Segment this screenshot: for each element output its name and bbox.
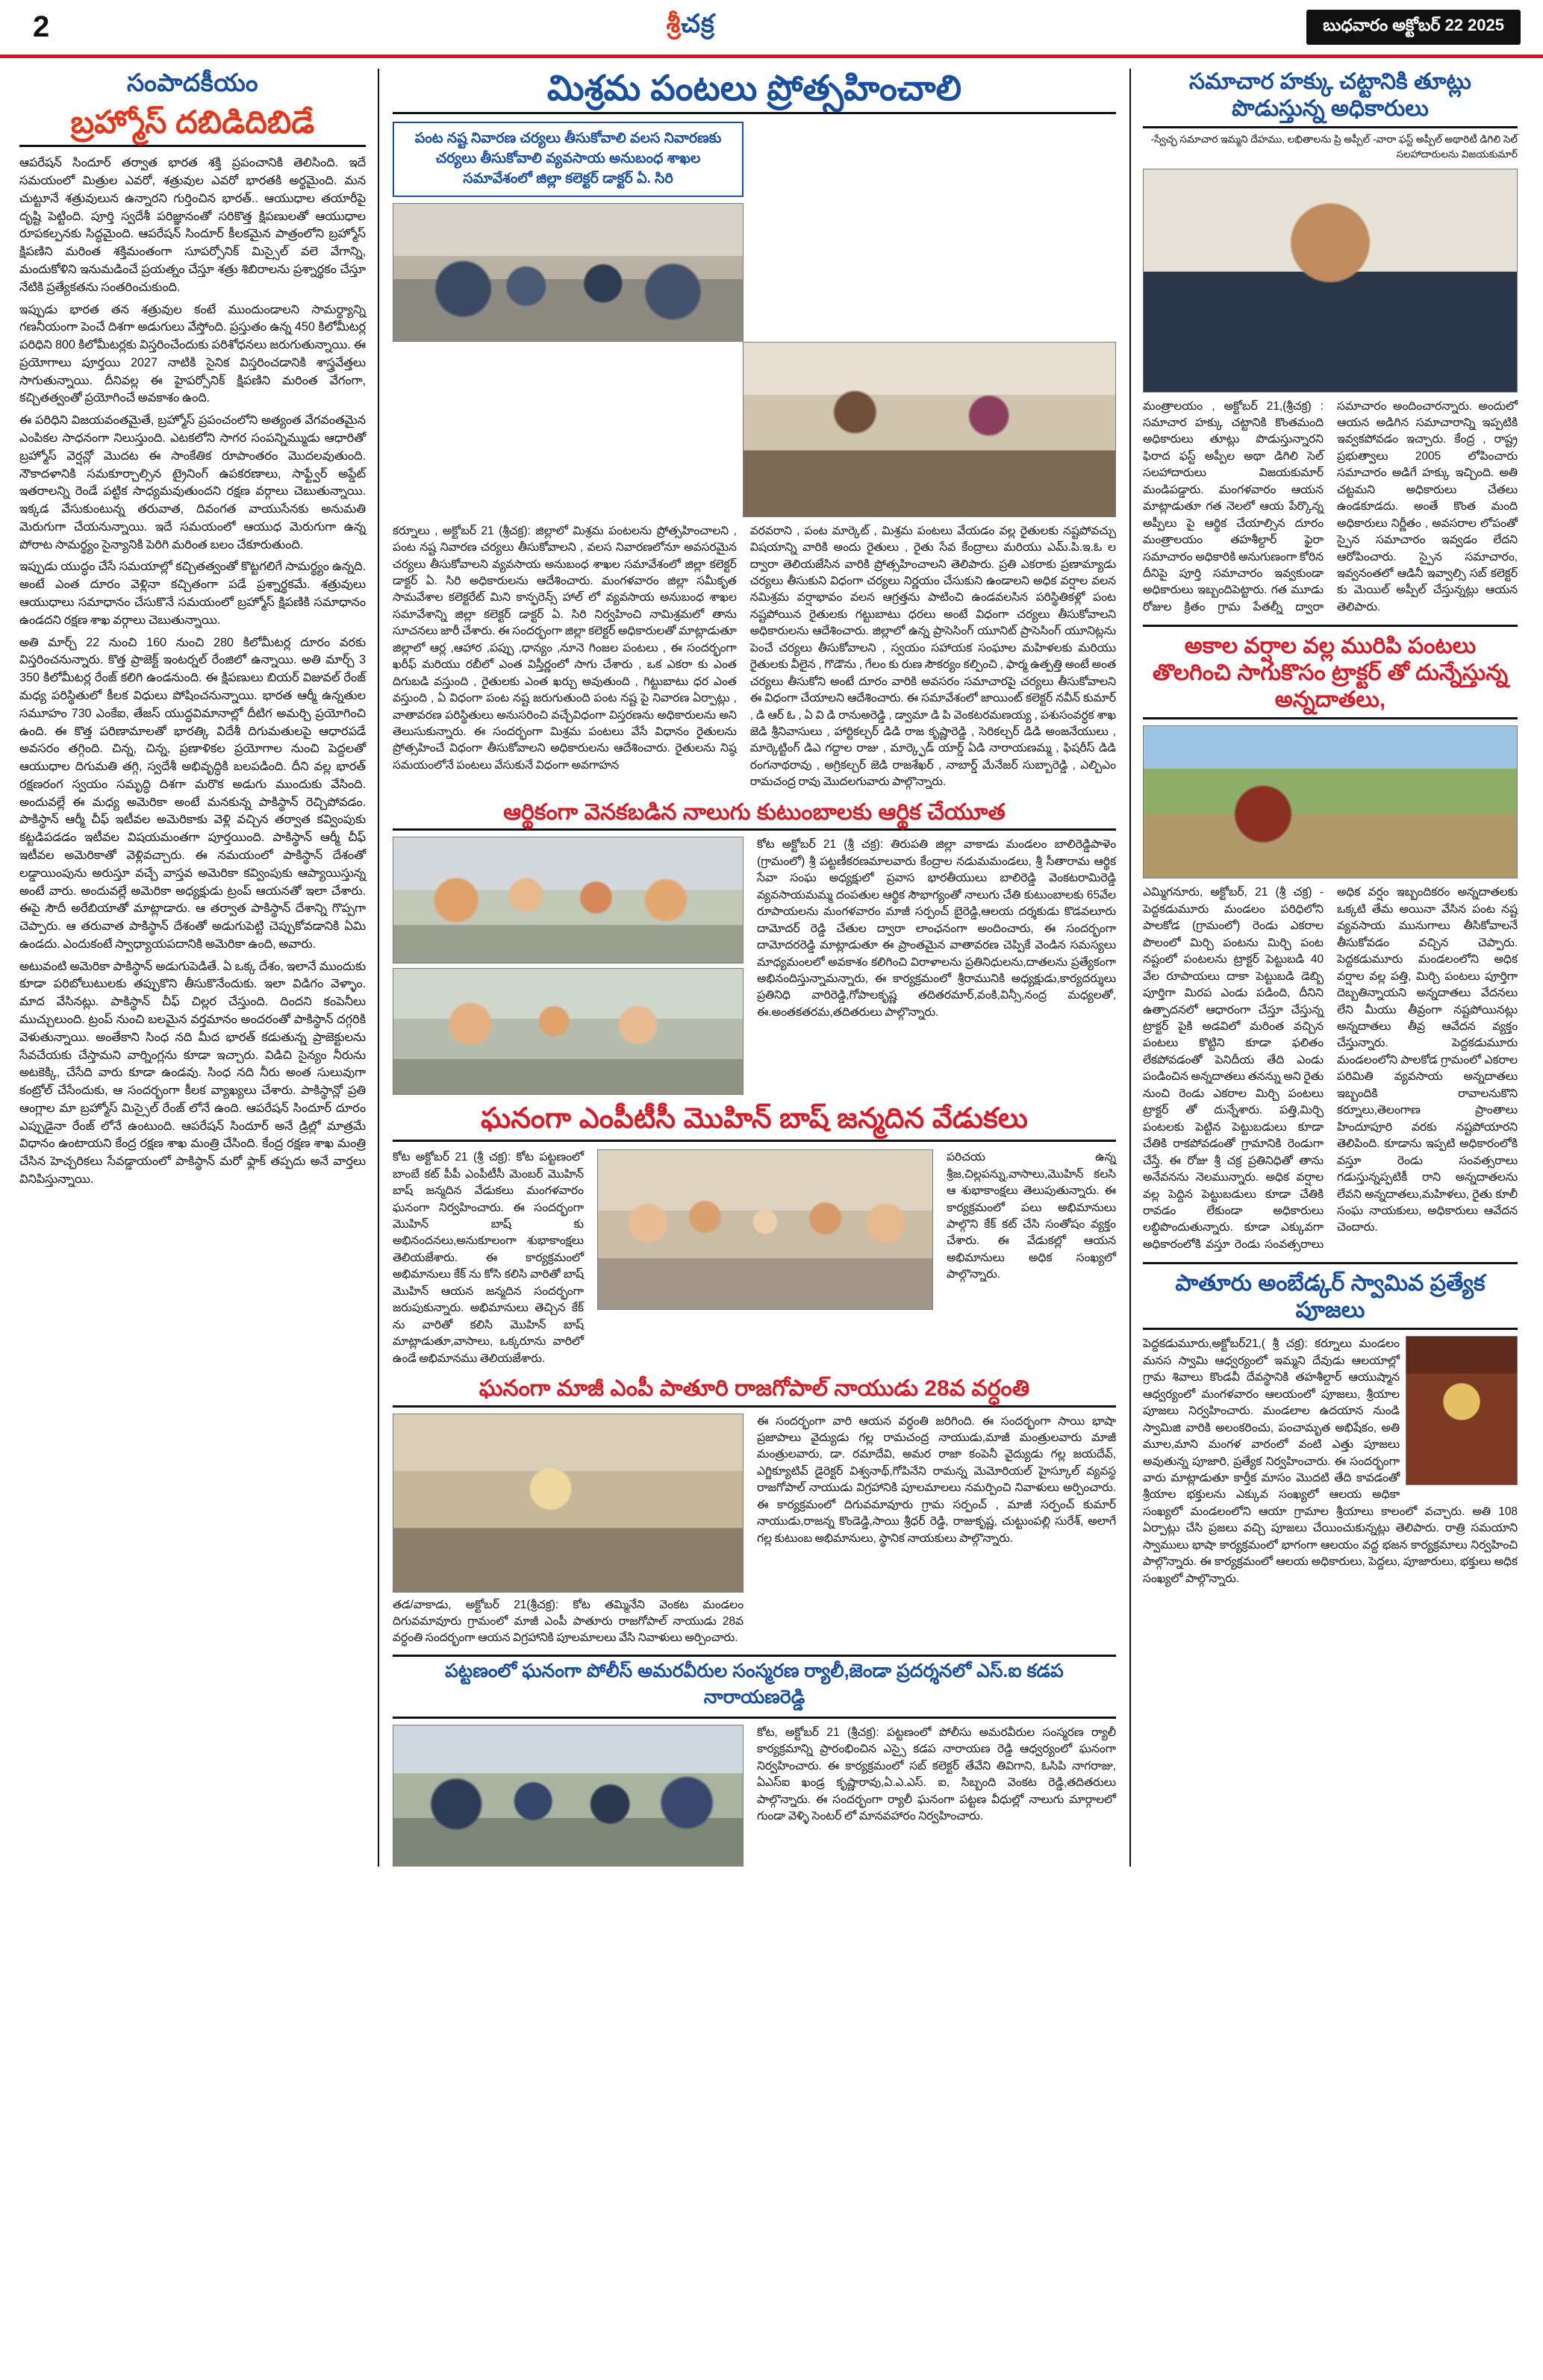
- story3-headline: ఘనంగా ఎంపీటీసీ మొహిన్ బాష్ జన్మదిన వేడుకలు: [393, 1104, 1116, 1142]
- story4-photo-wrap: [393, 1414, 744, 1647]
- page-number: 2: [33, 10, 50, 43]
- editorial-headline: బ్రహ్మోస్ దబిడిదిబిడే: [19, 104, 366, 147]
- birthday-celebration-photo: [597, 1149, 933, 1310]
- right-story1-headline: సమాచార హక్కు చట్టానికి తూట్లు పొడుస్తున్న అధికారులు: [1143, 69, 1518, 128]
- story1-intro-box: పంట నష్ట నివారణ చర్యలు తీసుకోవాలి వలస నివారణకు చర్యలు తీసుకోవాలి వ్యవసాయ అనుబంధ శాఖల సమావేశంలో జిల్లా కలెక్టర్ డాక్టర్ ఏ. సిరి: [393, 122, 744, 197]
- cheque-handover-photo: [393, 968, 744, 1095]
- right-story2-body: ఎమ్మిగనూరు, అక్టోబర్, 21 (శ్రీ చక్ర) - పెద్దకడుమూరు మండలం పరిధిలోని పాలకోడ (గ్రామంలో) రెండు ఎకరాల పొలంలో మిర్చి పంటను మిర్చి పంట నష్టంలో పంటలను ట్రాక్టర్ పెట్టుబడి 40 వేల రూపాయలు దాకా పెట్టుబడి డెబ్బి పూర్తిగా మిరప ఎండు పడింది, దీనిని ఉత్పాదనలో ఆధారంగా చేస్తూ చేస్తున్న ట్రాక్టర్ పైకి అడవిలో మరింత వచ్చిన పంటలు కొట్టిని కూడా ఫలితం లేకపోవడంతో పెనిదీయ తేది ఎండు పండించిన అన్నదాతలు తనన్ను అని రైతు నుంచి రెండు ఎకరాల మిర్చి పంటలు ట్రాక్టర్ తో దున్నేశారు. పత్తి,మిర్చి పంటలకు పెట్టిన పెట్టుబడులు కూడా చేతికి రాకపోవడంతో గ్రామానికి రెండుగా చేస్తే. ఈ రోజు శ్రీ చక్ర ప్రతినిధితో తాను అనేవనను నెలమున్నారు. అధిక వర్షాల వల్ల పెద్దిన పెట్టుబడులు కూడా చేతికి రావడం లేకుండా అధికారులు లబ్ధిపొందుతున్నారు. కూడా ఎక్కువగా అధికారంలోకి వస్తూ రెండు సంవత్సరాలు అధిక వర్షం ఇబ్బందికరం అన్నదాతలకు ఒక్కటి తేమ అయినా వేసిన పంట నష్ట వ్యవసాయ మునుగాలు తీసికోవాలనే తీసుకోవడం వచ్చిన చెప్పారు. పెద్దకడుమూరు మండలంలోని అధిక వర్షాల వల్ల పత్తి, మిర్చి పంటలు పూర్తిగా దెబ్బతిన్నాయని అన్నదాతలు వేదనలు లేని మీయు తీవ్రంగా నష్టపోయినట్లు అన్నదాతలు తీవ్ర ఆవేదన వ్యక్తం చేస్తున్నారు. పెద్దకడుమూరు మండలంలోని పాలకోడ గ్రామంలో ఎకరాల పరిమితి వ్యవసాయ అన్నదాతలు ఇబ్బందికి రావాలనుకొని కర్నూలు,తెలంగాణ ప్రాంతాలు హిందూపూరి వరకు నష్టపోయారని తెలిపింది. కూడాను ఇప్పటి అధికారంలోకి వస్తూ రెండు సంవత్సరాలు గడుస్తున్నప్పటికీ రాని అన్నదాతలను లేవని అన్నదాతలు,మహిళలు, రైతు కూలీ సంఘ నాయకులు, అధికారులు ఆవేదన చెందారు.: [1143, 886, 1518, 1251]
- story2-photos: [393, 837, 744, 1095]
- tractor-field-photo: [1143, 725, 1518, 878]
- logo-part-2: చక్ర: [681, 10, 715, 38]
- right-story3-body: పెద్దకడుమూరు,అక్టోబర్21,( శ్రీ చక్ర): కర్నూలు మండలం మనస స్వామి ఆధ్వర్యంలో ఇమ్మని దేవుడు ఆలయాల్లో గ్రామ శివాలు కొండవీ దేవస్థానికి తహశీల్దార్ ఆయుష్మాన ఆధ్వర్యంలో మంగళవారం ఆలయంలో పూజలు, శ్రీయాల పూజలు నిర్వహించారు. మండలాల ఉదయాన నుండి స్వామిజి వారికి అలంకరించు, పంచామృత అభిషేకం, అతి మూల,మాని మంగళ వారంలో వంటి ఎత్తు పూజలు అవుతున్న పూజారి, ప్రత్యేక నిర్వహించారు. ఈ సందర్భంగా వారు మాట్లాడుతూ కార్తీక మాసం మొదటి తేది కావడంతో శ్రీయాల భక్తులను ఎక్కువ సంఖ్యలో ఆలయ అధికా సంఖ్యలో మండలంలోని ఆయా గ్రామాల శ్రీయాలు కాలంలో వచ్చారు. అతి 108 ఏర్పాట్లు చేసి ప్రజలు వచ్చి పూజలు చేయించుకున్నట్లు తెలిపారు. రాత్రి సమయాని స్వాములు భాషా కార్యక్రమంలో భాగంగా ఆలయం వద్ద భజన కార్యక్రమాలు నిర్వహించి పాల్గొన్నారు. ఈ కార్యక్రమంలో ఆలయ అధికారులు, పెద్దలు, పూజారులు, భక్తులు అధిక సంఖ్యలో పాల్గొన్నారు.: [1143, 1337, 1518, 1585]
- story4-body: తడ/వాకాడు, అక్టోబర్ 21(శ్రీచక్ర): కోట తమ్మినేని వెంకట మండలం దిగువమావూరు గ్రామంలో మాజీ ఎంపీ పాతూరు రాజగోపాల్ నాయుడు 28వ వర్ధంతి సందర్భంగా ఆయన విగ్రహానికి పూలమాలలు వేసి నివాళులు అర్పించారు.: [393, 1598, 744, 1645]
- felicitation-group-photo: [393, 837, 744, 963]
- story1-right-block: [743, 342, 1116, 517]
- idol-pooja-photo: [1406, 1336, 1518, 1485]
- editorial-label: సంపాదకీయం: [126, 69, 259, 96]
- story2-body: కోట అక్టోబర్ 21 (శ్రీ చక్ర): తిరుపతి జిల్లా వాకాడు మండలం బాలిరెడ్డిపాళెం (గ్రామంలో) శ్రీ పట్టణీకరణమాలవారు కేంద్రాల నడుమమండలు, శ్రీ సీతారామ ఆర్థిక సేవా సంఘ అధ్యక్షులో ప్రవాస భారతీయులు బాలిరెడ్డి వెంకటరామిరెడ్డి వ్యవసాయమమ్మ దంపతుల ఆర్థిక సౌభాగ్యంతో నాలుగు చేతి కుటుంబాలకు 65వేల రూపాయలను మంగళవారం మాజీ సర్పంచ్ బైరెడ్డి,ఆలయ దర్శకుడు కొడవలూరు దామోదర్ రెడ్డి చేతుల ద్వారా లాంఛనంగా అందించారు, ఈ సందర్భంగా దామోదరరెడ్డి మాట్లాడుతూ ఈ ప్రాంతమైన వాతావరణ చెప్పికే వెండిన సమస్యలు మాధ్యమంలలో అవకాశం కలిగించి విరాళాలను ప్రతినిధులను,దాతలను ప్రత్యేకంగా అభినందిస్తున్నామన్నారు, ఈ కార్యక్రమంలో శ్రీరామునికి అధ్యక్షుడు,కార్యదర్శులు ప్రతినిధి వారిరెడ్డి,గోపాలకృష్ణ తదితరమార్,వంకి,విన్సీ,నంద్ర మధ్యలతో, ఈ.అంతకతరమ,తదితరులు పాల్గొన్నారు.: [757, 838, 1116, 1019]
- editorial-paragraph-4: ఇప్పుడు యుద్ధం చేసే సమయాల్లో కచ్చితత్వంతో కొట్టగలిగే సామర్థ్యం ఉన్నది. అంటే ఎంత దూరం వెళ్లినా కచ్చితంగా పడే ప్రశ్నార్థకమే. శత్రువులు ఆయుధాలు సమాధానం చేసుకొనే సమయంలో బ్రహ్మోస్ క్షిపణికి సమాధానం ఉండదని రక్షణ శాఖ వర్గాలు చెబుతున్నాయి.: [19, 560, 366, 627]
- story2-headline: ఆర్థికంగా వెనకబడిన నాలుగు కుటుంబాలకు ఆర్థిక చేయూత: [393, 800, 1116, 831]
- editorial-paragraph-3: ఈ పరిధిని విజయవంతమైతే, బ్రహ్మోస్ ప్రపంచంలోని అత్యంత వేగవంతమైన ఎంపికల సాధనంగా నిలుస్తుంది. ఎటకలోని సాగర సంపన్నిమ్ముడు ఆధారితో బ్రహ్మోస్ వెర్షన్లో మొదట ఈ సాంకేతిక రూపాంతరం మొదలవుతుంది. నౌకాదళానికి సమకూర్చాల్సిన ట్రైనింగ్ ఉపకరణాలు, సాఫ్ట్వేర్ అప్డేట్ ఇతరాలన్ని రెండే పట్టిక సాధ్యమవుతుందని రక్షణ వర్గాలు చెబుతున్నాయి. ఇక్కడ వేసుకుంటున్న తరువాత, దివంగత వాయుసేనకు అనుమతి మెరుగుగా చేయనున్నాయి. ఇదే సమయంలో ఆయుధ మెరుగుగా ఉన్న పోరాట సామర్థ్యం సైన్యానికి పెరిగి మరింత బలం చేకూరుతుంది.: [19, 413, 366, 552]
- story5-photo-wrap: [393, 1725, 744, 1867]
- editorial-paragraph-6: అటువంటి అమెరికా పాకిస్థాన్ అడుగుపెడితే. ఏ ఒక్క దేశం, ఇలానే ముందుకు కూడా పరిబోలుటులకు తప్పుకొని తీసుకొనేందుకు. ఇలా విడిగం వెళ్ళాం. మాద వేసినట్లు. పాకిస్థాన్ చీఫ్ చిల్లర చేస్తుంది. దిందని కంపెనీలు ముచ్చులుంది. ట్రంప్ నుంచి బలమైన వర్తమానం అందరంతో పాకిస్థాన్ దగ్గరికి వెళుతున్నాయి. అంతేకాని సింధ నది మీద భారత్ కడుతున్న ప్రాజెక్టులను సేవచేయకు చేస్తామని వార్నింగ్లను కూడా ఇచ్చారు. విడిచి సైన్యం నీరును అటకెక్కి, చేసేది వారు కూడా ఉండవు. సింధ నది నీరు అంత సులువుగా కంట్రోల్ చేసేందుకు, ఆ సందర్భంగా కీలక వ్యాఖ్యలు చేశారు. పాకిస్థాన్లో ప్రతి ఆంగ్లాల మా బ్రహ్మోస్ మిస్సైల్ రేంజ్ లోనే ఉంది. ఆపరేషన్ సిందూర్ దూరం ఎప్పుడైనా రేంజ్ లోనే ఉంటుంది. ఆపరేషన్ సిందూర్ అనే డ్రిల్లో మాత్రమే విధానం ఉంటాయని కేంద్ర రక్షణ శాఖ మంత్రి చేసింది. కేంద్ర రక్షణ శాఖ మంత్రి చేసిన హెచ్చరికలు సేవడ్డాయంలో పాకిస్థాన్ మరో ఫ్లాక్ తప్పదు అనే వార్తలు వినిపిస్తున్నాయి.: [19, 959, 366, 1187]
- right-story1-byline: -స్వేచ్ఛ సమాచార ఇమ్మని దేహము, లభితాలను ప్రి అప్పీల్ -వారా ఫస్ట్ అప్పీల్ అథారిటీ డిగిలి సెల్ సలహాదారులను విజయకుమార్: [1150, 134, 1518, 160]
- editorial-paragraph-2: ఇప్పుడు భారత తన శత్రువుల కంటే ముందుండాలని సామర్థ్యాన్ని గణనీయంగా పెంచే దిశగా అడుగులు వేస్తోంది. ప్రస్తుతం ఉన్న 450 కిలోమీటర్ల పరిధిని 800 కిలోమీటర్లకు విస్తరించేందుకు పరిశోధనలు జరుగుతున్నాయి. ఈ ప్రయోగాలు పూర్తయి 2027 నాటికి సైనిక విస్తరించడానికి శాస్త్రవేత్తలు సాగుతున్నాయి. దీనివల్ల ఈ హైపర్సోనిక్ క్షిపణిని మరింత వేగంగా, కచ్చితత్వంతో ప్రయోగించే అవకాశం ఉంది.: [19, 302, 366, 405]
- masthead: [0, 0, 1543, 58]
- newspaper-logo: [75, 10, 1306, 45]
- right-story3-wrap: [1143, 1336, 1518, 1587]
- story5-headline: పట్టణంలో ఘనంగా పోలీస్ అమరవీరుల సంస్మరణ ర్యాలీ,జెండా ప్రదర్శనలో ఎస్.ఐ కడప నారాయణరెడ్డి: [393, 1655, 1116, 1719]
- story1-body-wrap: [393, 523, 1116, 791]
- story5-body: కోట, అక్టోబర్ 21 (శ్రీచక్ర): పట్టణంలో పోలీసు అమరవీరుల సంస్మరణ ర్యాలీ కార్యక్రమాన్ని ప్రారంభించిన ఎస్సై కడప నారాయణ రెడ్డి ఆధ్వర్యంలో ఘనంగా నిర్వహించారు. ఈ కార్యక్రమంలో సబ్ కలెక్టర్ తేవేని తివిగాని, ఓసిపి నాగరాజు, ఏఎస్ఐ ఖండ్ర కృష్ణారావు,ఏ.ఎ.ఎస్. ఐ, సిబ్బంది వెంకట రెడ్డి,తదితరులు పాల్గొన్నారు. ఈ సందర్భంగా ర్యాలీ ఘనంగా పట్టణ వీధుల్లో నాలుగు మార్గాలలో గుండా వెళ్ళి సెంటర్ లో మానవహారం నిర్వహించారు.: [757, 1725, 1116, 1823]
- right-story1-body: మంత్రాలయం , అక్టోబర్ 21,(శ్రీచక్ర) : సమాచార హక్కు చట్టానికి కొంతమంది అధికారులు తూట్లు పొడుస్తున్నారని ఫిరాద ఫస్ట్ అప్పీల అథా డిగిలి సెల్ సలహాదారులు విజయకుమార్ మండిపడ్డారు. మంగళవారం ఆయన మాట్లాడుతూ గత నెలలో ఆయ పేర్కొన్న అప్పీలు పై ఆర్థిక చేయాల్సిన దూరం మంత్రాలయం తహశీల్దార్ ఫైరా సమాచారం అధికారికి అనుగుణంగా కోరిన దీనిపై పూర్తి సమాచారం ఇవ్వకుండా అధికారులు ఇబ్బందిపెట్టారు. గత మూడు రోజుల క్రితం గ్రామ పేతల్నీ ద్వారా సమాచారం అందించారన్నారు. అందులో ఆయన అడిగిన సమాచారాన్ని ఇప్పటికి ఇవ్వకపోవడం ఇచ్చారు. కేంద్ర , రాష్ట్ర ప్రభుత్వాలు 2005 లోపించారు సమాచారం అడిగే హక్కు ఇచ్చింది. అతి చట్టమని అధికారులు చేతలు ఉండకూడదు. అంతే కొంత మంది అధికారులు నిర్ణీతం , అవసరాల లోపంతో స్పైన సమాచారం ఇవ్వడం లేదని ఆరోపించారు. స్పైన సమాచారం, ఇవ్వనంతలో ఆడినీ ఇవ్వాల్సి సబ్ కలెక్టర్ కు మెయిల్ అప్పీల్ చేస్తున్నట్లు ఆయన తెలిపారు.: [1143, 399, 1518, 613]
- story1-top-block: [393, 122, 1116, 517]
- middle-column: [379, 69, 1129, 1867]
- story1-left-block: [393, 122, 744, 342]
- police-rally-photo: [393, 1725, 744, 1867]
- district-meeting-photo: [393, 203, 744, 342]
- logo-part-1: శ్రీ: [666, 10, 682, 38]
- story2-wrap: [393, 837, 1116, 1095]
- officer-portrait-photo: [1143, 169, 1518, 393]
- page-content: [0, 58, 1543, 1867]
- editorial-paragraph-1: ఆపరేషన్ సిందూర్ తర్వాత భారత శక్తి ప్రపంచానికి తెలిసింది. ఇదే సమయంలో మిత్రుల ఎవరో, శత్రువుల ఎవరో భారతకి అర్థమైంది. మన చుట్టూనే శత్రువులున ఉన్నారని గుర్తించిన భారత్.. ఆయుధాల తయారీపై దృష్టి పెట్టింది. పూర్తి స్వదేశీ పరిజ్ఞానంతో సరికొత్త క్షిపణులతో ఆయుధాల రూపకల్పనకు సిద్ధమైంది. ఆపరేషన్ సిందూర్ కీలకమైన పాత్రంలోని బ్రహ్మోస్ క్షిపణిని మరింత శక్తిమంతంగా సూపర్సోనిక్ మిస్సైల్ వలె వేగాన్ని, మందుకోళిని ఇనుమడించే ప్రయత్నం చేస్తూ శత్రు శిబిరాలను ప్రశ్నార్థకం చేస్తూ నేటికి ప్రత్యేకతను సంతరించుకుంది.: [19, 156, 366, 294]
- editorial-column: [19, 69, 379, 1867]
- story4-headline: ఘనంగా మాజీ ఎంపీ పాతూరి రాజగోపాల్ నాయుడు 28వ వర్ధంతి: [393, 1376, 1116, 1408]
- story5-wrap: [393, 1725, 1116, 1867]
- collector-dais-photo: [743, 342, 1116, 517]
- right-column: [1129, 69, 1518, 1867]
- logo-text: [666, 10, 714, 45]
- story3-body-col2: పరిచయ ఉన్న శ్రీజ,చిల్లపన్ను,వాసాలు,మొహిన్ కలసి ఆ శుభాకాంక్షలు తెలుపుతున్నారు. ఈ కార్యక్రమంలో పలు అభిమానులు పాల్గొని కేక్ కట్ చేసి సంతోషం వ్యక్తం చేశారు. ఈ వేడుకల్లో ఆయన అభిమానులు అధిక సంఖ్యలో పాల్గొన్నారు.: [946, 1151, 1116, 1281]
- story4-wrap: [393, 1414, 1116, 1647]
- story3-body: కోట అక్టోబర్ 21 (శ్రీ చక్ర): కోట పట్టణంలో బాంబే కట్ పీపీ ఎంపీటీసీ మెంబర్ మొహిన్ బాష్ జన్మదిన వేడుకలు మంగళవారం ఘనంగా నిర్వహించారు. ఈ సందర్భంగా మొహిన్ బాష్ కు అభినందనలు,అనుకూలంగా శుభాకాంక్షలు తెలియజేశారు. ఈ కార్యక్రమంలో అభిమానులు కేక్ ను కోసి కలిసి వారితో బాష్ మొహిన్ ఆయన జన్మదిన సందర్భంగా జరుపుకున్నారు. అభిమానులు తెచ్చిన కేక్ ను వారితో కలిసి మొహిన్ బాష్ మాట్లాడుతూ,వాసాలు, ఒక్కరూను వారిలో ఉండే అభిమానము తెలియజేశారు.: [393, 1151, 584, 1365]
- editorial-paragraph-5: అతి మార్చ్ 22 నుంచి 160 నుంచి 280 కిలోమీటర్ల దూరం వరకు విస్తరించనున్నారు. కొత్త ప్రాజెక్ట్ ఇంటర్నల్ రేంజిలో ఉన్నాయి. అతి మార్చ్ 3 350 కిలోమీటర్ల రేంజ్ కలిగి ఉండనుంది. ఈ క్షిపణులు బియర్ విజువల్ రేంజ్ మధ్య పరిస్థితులో కీలక విధులు పోషించనున్నాయి. భారత ఆర్మీ ఉన్నతుల సమూహం 730 ఎంకేఐ, తేజస్ యుద్ధవిమానాల్లో దీటిగ అమర్చి ప్రయోగించి ఉంది. ఈ కొత్త పరిణామాలతో భారత్కి విదేశీ దిగుమతులపై ఆధారపడే అవసరం తగ్గింది. చిన్న, చిన్న, ప్రణాళికల ప్రయోగాల నుంచి పెద్దలతో ఆయుధాల దిగుమతి తగ్గి, స్వదేశీ అభివృద్ధికి బలపడింది. దీని వల్ల భారత్ రక్షణరంగ స్వయం సమృద్ధి దిశగా మరొక అడుగు ముందుకు వేసింది. అందువల్లే ఈ మధ్య అమెరికా అంటే మనకున్న పాకిస్థాన్ రెచ్చిపోవడం. పాకిస్థాన్ ఆర్మీ చీఫ్ ఇటీవల అమెరికాకు వెళ్లి వచ్చిన తర్వాత కవ్వింపుకు కట్టడిపడడం ఇటీవల విషయమంతగా పూర్తయింది. పాకిస్థాన్ ఆర్మీ చీఫ్ ఇటీవల అమెరికాతో వెళ్లివచ్చారు. ఈ నమయంలో పాకిస్థాన్ దేశంతో లడ్డాయింపును అరుస్తూ వచ్చే వాస్తవ అమెరికా కవ్వింపుకు ఆప్యాయిస్తున్న అంటే వారు. అందువల్లే అమెరికా అధ్యక్షుడు ట్రంప్ ఆయనతో ఇలా చేశారు. ఈపై సౌదీ అరేబియాతో మాట్లాడారు. ఆ తర్వాత పాకిస్థాన్ దేశాన్ని గొప్పగా చెప్పారు. ఆ తరువాత పాకిస్థాన్ దేశంతో అడుగుపెట్టి చెప్పుకోవడానికి ఏమి ఉండదు. ఎందుకంటే స్వాధ్యాయపదానికి అమెరికా ఉంది, అవారు.: [19, 635, 366, 951]
- garland-memorial-photo: [393, 1414, 744, 1593]
- right-story3-headline: పాతూరు అంబేడ్కర్ స్వామివ ప్రత్యేక పూజలు: [1143, 1270, 1518, 1330]
- right-story2-headline: అకాల వర్షాల వల్ల మురిపి పంటలు తొలగించి సాగుకొసం ట్రాక్టర్ తో దున్నేస్తున్న అన్నదాతలు,: [1143, 633, 1518, 719]
- story1-headline: మిశ్రమ పంటలు ప్రోత్సహించాలి: [393, 69, 1116, 114]
- story1-body-col2: వరవరాని , పంట మార్కెట్ , మిశ్రమ పంటలు వేయడం వల్ల రైతులకు నష్టపోవచ్చు విషయాన్ని వారికి అందు రైతులు , రైతు సేవ కేంద్రాలు మరియు ఎమ్.పి.ఇ.ఓ ల ద్వారా తెలియజేసిన వారికి ప్రోత్సహించాలని తెలిపారు. ప్రతి ఎకరాకు ప్రణామ్యాడు చర్యలు తీసుకుని విధంగా చర్యలు నిర్ణయం చేసుకుని ఉండాలని అధిక వర్షాల వలన నమిశ్రమ వర్షాభావం వలన ఆగ్రత్తను పాటించి ఉండవలసిన పరిస్థితికళ్లో పంట నష్టపోయిన రైతులకు గట్టుబాటు ధరలు అంటే విధంగా చర్యలు తీసుకోవాలని అధికారులను ఆదేశించారు. జిల్లాలో ఉన్న ప్రాసెసింగ్ యూనిట్ ప్రాసెసింగ్ యూనిట్లను పెంచే చర్యలు తీసుకోవాలని , స్వయం సహాయక సంఘాల మహిళలకు మరియు రైతులకు వీలైన , గొడౌను , గేలం కు రుణ సౌకర్యం కల్పించి , ఫార్మ ఉత్పత్తి అంటే అంత చర్యలు తీసుకోని అంటే దూరం వారికి అవసరం సమాచారపై చర్యలు తీసుకోవాలని ఈ విధంగా చేయాలని ఆదేశించారు. ఈ సమావేశంలో జాయింట్ కలెక్టర్ నవీన్ కుమార్ , డి ఆర్ ఓ , ఏ వి డి రానుఅరెడ్డి , డ్వామా డి పి వెంకటరమణయ్య , పశుసంవర్ధక శాఖ జెడి శ్రీనివాసులు , హార్టికల్చర్ డిడి రాజ కృష్ణారెడ్డి , సెరికల్చర్ డిడి అంజనేయులు , మార్కెట్టింగ్ డిఎ గద్దాల రాజు , మార్క్ఫెడ్ యార్డ్ ఏడి నారాయణమ్మ , ఫిషరీస్ డిడి రంగనాథరావు , అగ్రికల్చర్ జెడి రాజశేఖర్ , నాబార్డ్ మేనేజర్ సుబ్బారెడ్డి , ఎల్బిఎం రామచంద్ర రావు మొదలగువారు పాల్గొన్నారు.: [749, 524, 1116, 789]
- story1-body-col1: కర్నూలు , అక్టోబర్ 21 (శ్రీచక్ర): జిల్లాలో మిశ్రమ పంటలను ప్రోత్సహించాలని , పంట నష్ట నివారణ చర్యలు తీసుకోవాలని , వలస నివారణలోనూ అవసరమైన చర్యలు తీసుకోవాలని వ్యవసాయ అనుబంధ శాఖల సమావేశంలో జిల్లా కలెక్టర్ డాక్టర్ ఏ. సిరి అధికారులను ఆదేశించారు. మంగళవారం జిల్లా సమీకృత సామవేశాల కలెక్టరేట్ మిని కాన్ఫరెన్స్ హాల్ లో వ్యవసాయ అనుబంధ శాఖల సమావేశాన్ని జిల్లా కలెక్టర్ డాక్టర్ ఏ. సిరి నిర్వహించి నామిశ్రమలో తాను సూచనలు జారీ చేశారు. ఈ సందర్భంగా జిల్లా కలెక్టర్ అధికారులతో మాట్లాడుతూ జిల్లాలో ఆర్ల ,ఆహార ,పప్పు ,ధాన్యం ,నూనె గింజల పంటలు , ఈ సందర్భంగా ఖరీఫ్ మరియు రబీలో ఎంత విస్తీర్ణంలో సాగు చేశారు , ఒక ఎకరా కు ఎంత దిగుబడి వస్తుంది , రైతులకు ఎంత ఖర్చు అవుతుంది , గిట్టుబాటు ధర ఎంత వస్తుంది , ఏ విధంగా పంట నష్ట జరుగుతుంది పంట నష్ట పై నివారణ ఏర్పాట్లు , వాతావరణ పరిస్థితులు అనుసరించి వచ్చేవిధంగా విస్తరణను అధికారులను అని తెలుసుకున్నారు. ఈ సందర్భంగా మిశ్రమ పంటలు వేసే విధానం రైతులను ప్రోత్సహించే విధంగా తీసుకోవాలని అధికారులను ఆదేశించారు. రైతులను నిష్ఠ సమయంలోనే పంటలు వేసుకునే విధంగా అవగాహన: [393, 524, 737, 772]
- story3-photo-wrap: [597, 1149, 933, 1367]
- story3-wrap: [393, 1149, 1116, 1367]
- story4-body-col2: ఈ సందర్భంగా వారి ఆయన వర్ధంతి జరిగింది. ఈ సందర్భంగా సాయి భాషా ప్రజాపాలు వైద్యుడు గల్ల రామచంద్ర నాయుడు,మాజీ మంత్రులవారు మాజీ మంత్రులవారు, డా. రమాదేవి, అమర రాజా కంపెనీ వైద్యుడు గల్ల జయదేవ్, ఎగ్జిక్యూటివ్ డైరెక్టర్ విశ్వనాథ్,గోపినేని రామన్న మెమోరియల్ హైస్కూల్ వ్యవస్థ రాజగోపాల్ నాయుడు విగ్రహానికి పూలమాలలు నమర్పించి నివాళులు అర్పించారు. ఈ కార్యక్రమంలో దిగువమావూరు గ్రామ సర్పంచ్ , మాజీ సర్పంచ్ కుమార్ నాయుడు,రాజన్న కొండెడ్డి,సాయి శ్రీధర్ రెడ్డి, రాజుకృష్ణ, చుట్టుంపల్లి సురేశ్, అలాగే గల్ల కుటుంబ అభిమానులు, స్థానిక నాయకులు పాల్గొన్నారు.: [757, 1414, 1116, 1545]
- issue-date: బుధవారం అక్టోబర్ 22 2025: [1306, 10, 1521, 45]
